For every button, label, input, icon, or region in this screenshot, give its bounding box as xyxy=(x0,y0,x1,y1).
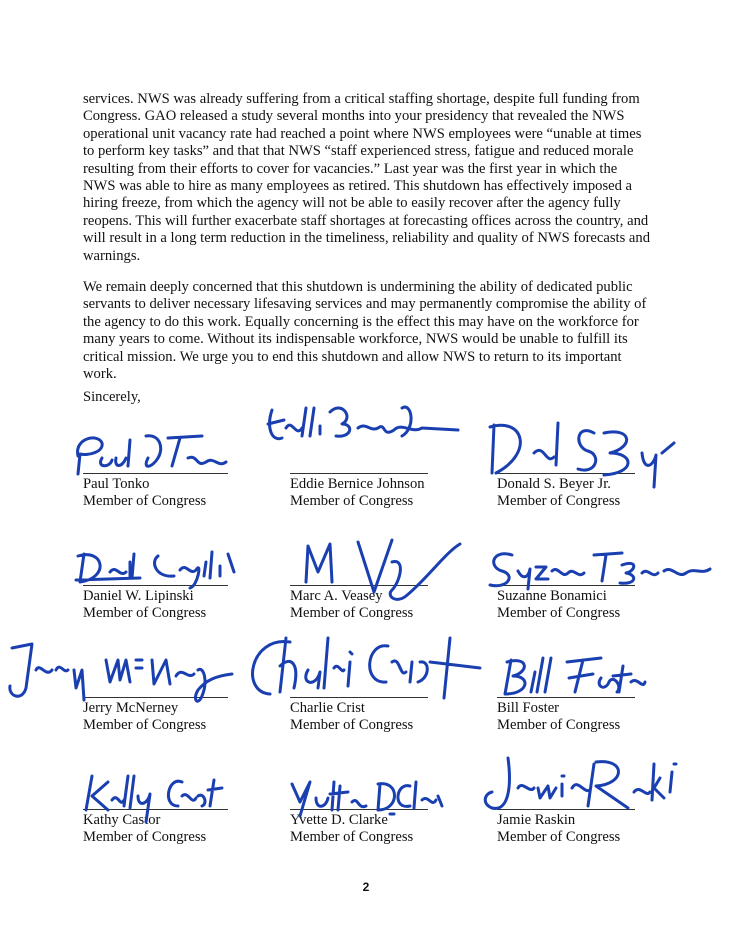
signature-mcnerney xyxy=(2,630,238,710)
closing: Sincerely, xyxy=(83,389,141,405)
signature-crist xyxy=(230,622,485,712)
signatory-title: Member of Congress xyxy=(290,605,414,621)
signatory-name: Donald S. Beyer Jr. xyxy=(497,476,611,492)
signature-veasey xyxy=(296,532,466,612)
body-paragraph-2: We remain deeply concerned that this shutdown is undermining the ability of dedicated public servants to deliver necessary lifesaving services and may permanently compromise the ability of the agency to do this work. Equally concerning is the effect this may have on the workforce for many years to come. Without its indispensable workforce, NWS would be unable to fulfill its critical mission. We urge you to end this shutdown and allow NWS to return to its important work. xyxy=(83,279,647,383)
signature-castor xyxy=(78,766,228,826)
signature-foster xyxy=(497,650,647,705)
signatory-title: Member of Congress xyxy=(497,605,621,621)
signatory-title: Member of Congress xyxy=(83,493,207,509)
signatory-name: Suzanne Bonamici xyxy=(497,588,607,604)
signatory-title: Member of Congress xyxy=(497,493,621,509)
signature-tonko xyxy=(68,428,228,478)
signature-lipinski xyxy=(70,542,240,592)
signatory-name: Daniel W. Lipinski xyxy=(83,588,194,604)
signature-line xyxy=(290,473,428,474)
signatory-title: Member of Congress xyxy=(83,829,207,845)
signatory-title: Member of Congress xyxy=(290,829,414,845)
page-number: 2 xyxy=(362,880,370,894)
signature-raskin xyxy=(478,748,688,828)
signatory-name: Paul Tonko xyxy=(83,476,150,492)
body-paragraph-1: services. NWS was already suffering from a critical staffing shortage, despite full funding from Congress. GAO released a study several months into your presidency that revealed the NWS operational unit vacancy rate had reached a point where NWS employees were “unable at times to perform key tasks” and that that NWS “staff experienced stress, fatigue and reduced morale resulting from their efforts to cover for vacancies.” Last year was the first year in which the NWS was able to hire as many employees as retired. This shutdown has effectively imposed a hiring freeze, from which the agency will not be able to easily recover after the agency fully reopens. This will further exacerbate staff shortages at forecasting offices across the country, and will result in a long term reduction in the timeliness, reliability and quality of NWS forecasts and warnings. xyxy=(83,91,650,264)
signatory-name: Yvette D. Clarke xyxy=(290,812,388,828)
signatory-title: Member of Congress xyxy=(497,717,621,733)
signature-clarke xyxy=(282,770,447,825)
signatory-name: Marc A. Veasey xyxy=(290,588,383,604)
signatory-title: Member of Congress xyxy=(83,605,207,621)
signatory-name: Jamie Raskin xyxy=(497,812,576,828)
signature-beyer xyxy=(484,413,684,503)
signatory-name: Charlie Crist xyxy=(290,700,365,716)
signature-johnson xyxy=(262,398,462,448)
signatory-title: Member of Congress xyxy=(290,717,414,733)
signatory-title: Member of Congress xyxy=(290,493,414,509)
signatory-name: Kathy Castor xyxy=(83,812,161,828)
signatory-name: Jerry McNerney xyxy=(83,700,179,716)
signatory-title: Member of Congress xyxy=(83,717,207,733)
signatory-name: Eddie Bernice Johnson xyxy=(290,476,425,492)
signatory-name: Bill Foster xyxy=(497,700,560,716)
signatory-title: Member of Congress xyxy=(497,829,621,845)
signature-bonamici xyxy=(482,545,714,593)
